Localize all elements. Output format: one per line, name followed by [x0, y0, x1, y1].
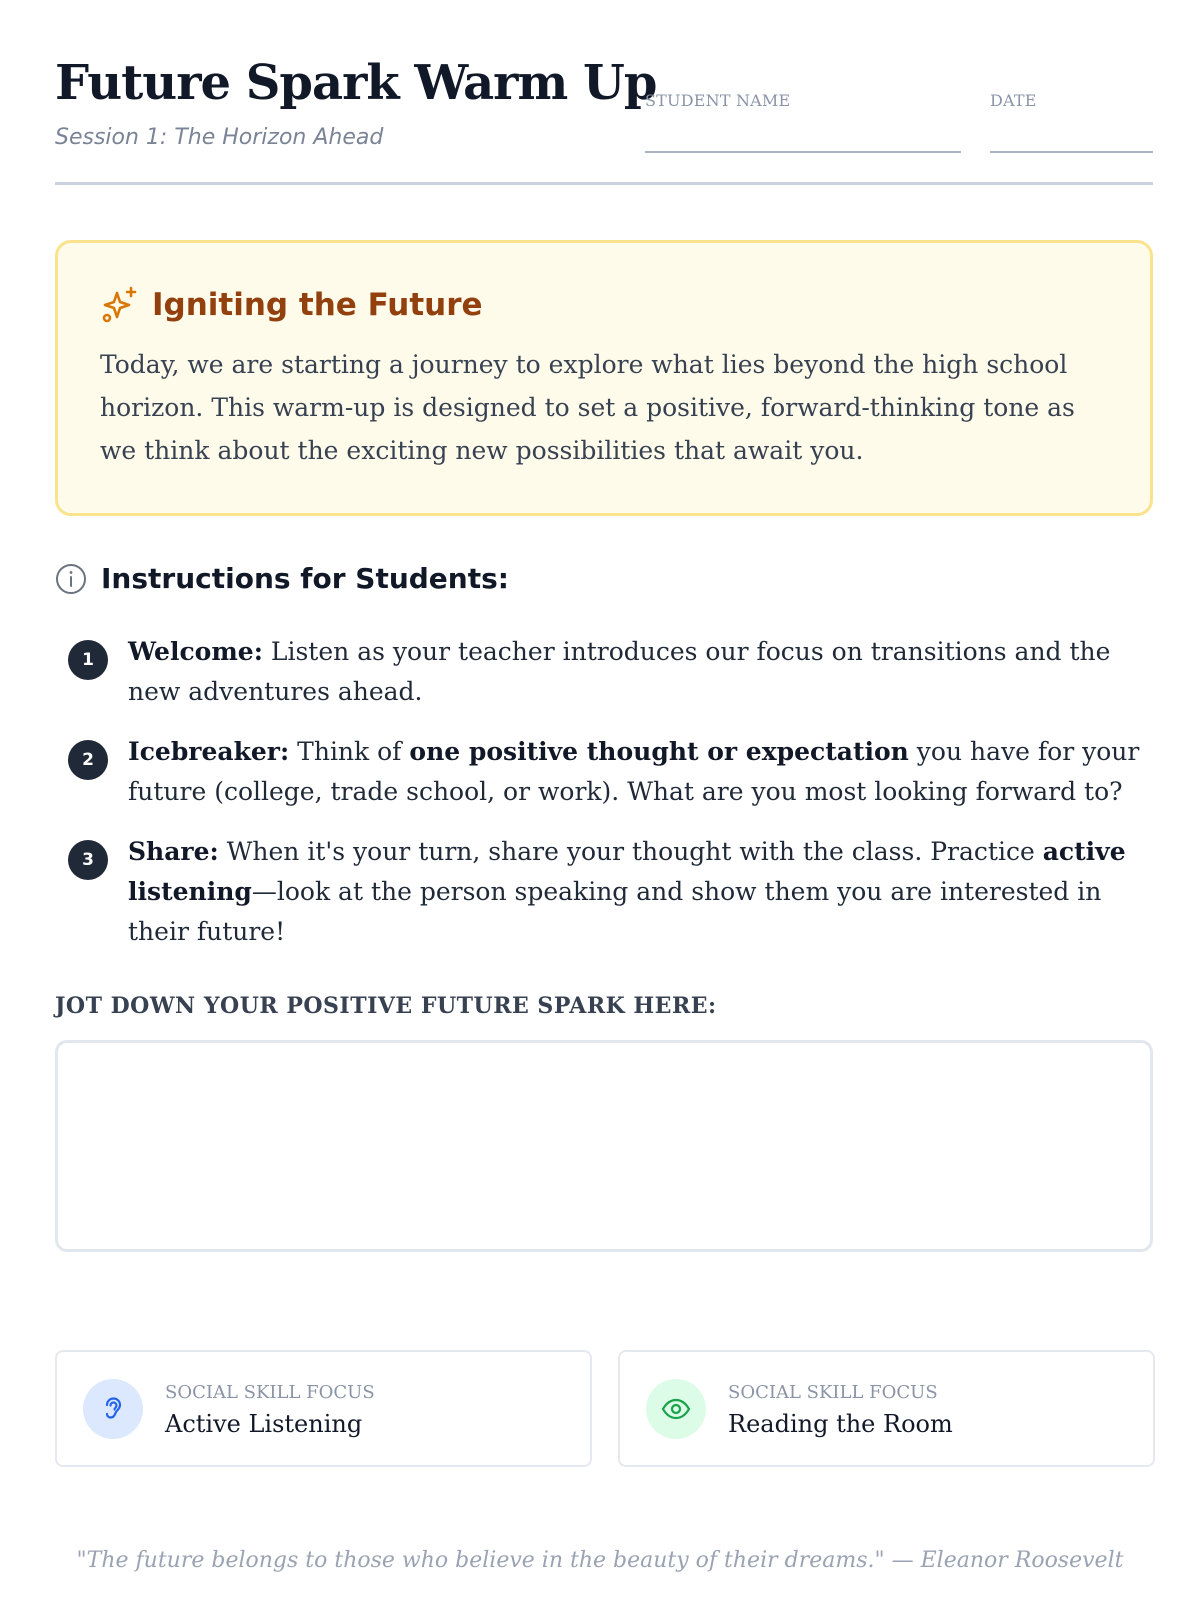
step-number-badge: 3: [68, 840, 108, 880]
step-emphasis: one positive thought or expectation: [409, 737, 909, 766]
student-name-label: STUDENT NAME: [645, 91, 791, 110]
future-spark-textarea[interactable]: [55, 1040, 1153, 1252]
skill-card-active-listening: [55, 1350, 592, 1467]
step-lead: Share:: [128, 837, 219, 866]
step-lead: Icebreaker:: [128, 737, 290, 766]
instructions-title: Instructions for Students:: [101, 562, 509, 595]
step-number-badge: 2: [68, 740, 108, 780]
step-body: When it's your turn, share your thought with the class. Practice: [218, 837, 1043, 866]
step-body: Listen as your teacher introduces our focus on transitions and the new adventures ahead.: [128, 637, 1111, 706]
student-name-field[interactable]: [645, 151, 961, 153]
footer-quote: "The future belongs to those who believe in the beauty of their dreams." — Eleanor Roosevelt: [76, 1548, 1124, 1573]
date-label: DATE: [990, 91, 1037, 110]
step-body: you have for your future (college, trade school, or work). What are you most looking forward to?: [128, 737, 1140, 806]
intro-heading: [100, 285, 483, 325]
step-lead: Welcome:: [128, 637, 263, 666]
skill-card-reading-the-room: [618, 1350, 1155, 1467]
step-text: [128, 732, 1158, 812]
skill-name: Active Listening: [165, 1410, 363, 1438]
intro-title: Igniting the Future: [152, 287, 483, 323]
header-divider: [55, 182, 1153, 185]
sparkles-icon: [100, 285, 140, 325]
eye-icon: [660, 1393, 692, 1425]
worksheet-header: [55, 55, 1153, 185]
step-number-badge: 1: [68, 640, 108, 680]
step-text: [128, 632, 1158, 712]
ear-icon: [98, 1394, 128, 1424]
skill-kicker: SOCIAL SKILL FOCUS: [165, 1382, 375, 1403]
skill-icon-badge: [646, 1379, 706, 1439]
session-subtitle: Session 1: The Horizon Ahead: [55, 125, 384, 150]
step-text: [128, 832, 1158, 952]
step-emphasis: active listening: [128, 837, 1126, 906]
date-field[interactable]: [990, 151, 1153, 153]
page-title: Future Spark Warm Up: [55, 55, 657, 111]
intro-text: Today, we are starting a journey to explore what lies beyond the high school horizon. This warm-up is designed to set a positive, forward-thinking tone as we think about the exciting new possibilities that await you.: [100, 350, 1075, 465]
info-icon: [55, 563, 87, 595]
skill-name: Reading the Room: [728, 1410, 953, 1438]
step-body: Think of: [289, 737, 410, 766]
instructions-heading: [55, 562, 509, 595]
skill-kicker: SOCIAL SKILL FOCUS: [728, 1382, 938, 1403]
skill-icon-badge: [83, 1379, 143, 1439]
jot-label: JOT DOWN YOUR POSITIVE FUTURE SPARK HERE:: [55, 993, 717, 1019]
step-body: —look at the person speaking and show them you are interested in their future!: [128, 877, 1102, 946]
intro-card: [55, 240, 1153, 516]
